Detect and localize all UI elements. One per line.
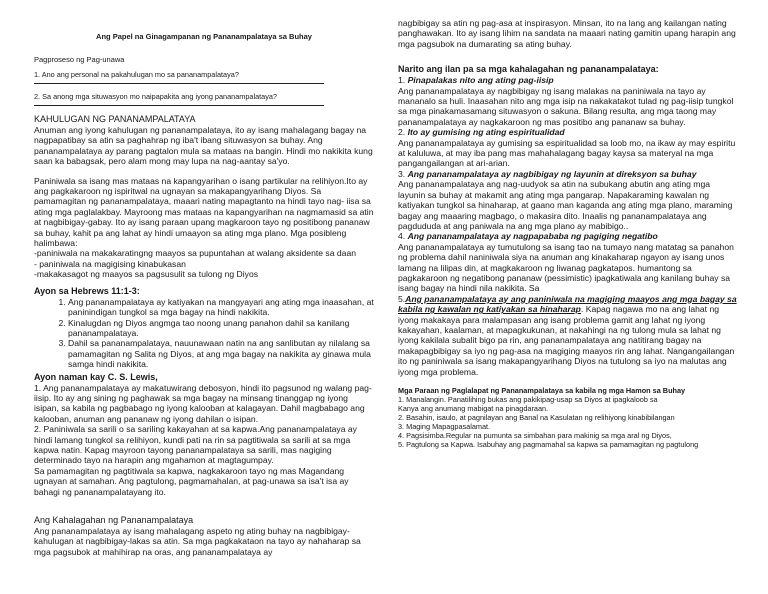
question-2: 2. Sa anong mga situwasyon mo naipapakita ang iyong pananampalataya? [34,92,277,101]
hebrews-list [34,297,374,370]
paraan-list [398,395,738,449]
answer-line-2 [34,105,324,106]
item-4-title: Ang pananampalataya ay nagpapababa ng pagiging negatibo [407,231,658,242]
item-5-text: . Kapag nagawa mo na ang lahat ng iyong makakaya para malampasan ang isang problema gamit ang lahat ng iyong kakayahan, kaalaman, at mapagkukunan, at nakahingi na ng tulong mula sa lahat ng iyong kakilala subalit bigo pa rin, ang pananampalataya ang natitirang bagay na makapagbibigay sa iyo ng pag-asa na magiging maayos rin ang lahat. Nangangailangan ito ng paniniwala sa isang makapangyarihang Diyos na tutulong sa iyo na malutas ang iyong mga problema. [398,304,735,377]
paraan-line-6: 5. Pagtulong sa Kapwa. Isabuhay ang pagmamahal sa kapwa sa pamamagitan ng pagtulong [398,440,699,449]
item-3: 3. Ang pananampalataya ay nagbibigay ng layunin at direksyon sa buhay [398,168,697,179]
heading-kahulugan: KAHULUGAN NG PANANAMPALATAYA [34,114,196,124]
item-1: 1. Pinapalakas nito ang ating pag-iisip [398,75,554,86]
paraan-line-3: 2. Basahin, isaulo, at pagnilayan ang Banal na Kasulatan ng relihiyong kinabibilangan [398,413,675,422]
paraan-line-4: 3. Maging Mapagpasalamat. [398,422,491,431]
hebrews-item-3: 3. Dahil sa pananampalataya, nauunawaan natin na ang sanlibutan ay nilalang sa pamamagitan ng Salita ng Diyos, at ang mga bagay na nakikita ay ginawa mula samga hindi nakikita. [68,338,374,369]
paraan-line-1: 1. Manalangin. Panatilihing bukas ang pakikipag-usap sa Diyos at ipagkaloob sa [398,395,658,404]
lewis-point-1: 1. Ang pananampalataya ay makatuwirang debosyon, hindi ito pagsunod ng walang pag-iisip. Ito ay ang sining ng paghawak sa mga bagay na minsang tinanggap ng iyong isipan, sa kabila ng pagbabago ng iyong kalooban at kalagayan. Dahil magbabago ang kalooban, anuman ang pananaw ng iyong dahilan o isipan. [34,382,372,424]
item-3-text: Ang pananampalataya ang nag-uudyok sa atin na subukang abutin ang ating mga layunin sa buhay at makamit ang ating mga pangarap. Napakaraming kawalan ng katiyakan tungkol sa hinaharap, at gaano man kaganda ang ating mga plano, maraming bagay ang maaaring magbago, o makasira dito. Inaalis ng pananampalataya ang pagdududa at ang paniwala na ang mga plano ay mabibigo.. [398,179,733,231]
hebrews-item-1: 1. Ang pananampalataya ay katiyakan na mangyayari ang ating mga inaasahan, at paninindigan tungkol sa mga bagay na hindi nakikita. [68,297,374,318]
item-2-title: Ito ay gumising ng ating espiritualidad [407,127,565,138]
paragraph-kahulugan-1: Anuman ang iyong kahulugan ng pananampalataya, ito ay isang mahalagang bagay na nagpapatibay sa atin sa paghahrap ng iba't ibang situwasyon sa buhay. Ang pananampalataya ay parang pagtalon mula sa mataas na bangin. Hindi mo nakikita kung saan ka babagsak, pero alam mong may lupa na nag-aantay sa'yo. [34,125,373,167]
item-2-text: Ang pananampalataya ay gumising sa espiritualidad sa loob mo, na ikaw ay may espiritu at kaluluwa, at may iba pang mas mahahalagang bagay kaysa sa materyal na mga pangangailangan at ari-arian. [398,137,736,169]
heading-lewis: Ayon naman kay C. S. Lewis, [34,371,158,382]
example-3: -makakasagot ng maayos sa pagsusulit sa tulong ng Diyos [34,269,259,280]
hebrews-item-2: 2. Kinalugdan ng Diyos angmga tao noong unang panahon dahil sa kanilang pananampalataya. [68,318,374,339]
pagproseso-label: Pagproseso ng Pag-unawa [34,55,125,64]
heading-hebrews: Ayon sa Hebrews 11:1-3: [34,285,140,296]
example-1: -paniniwala na makakaratingng maayos sa pupuntahan at walang aksidente sa daan [34,248,357,259]
right-column [398,18,738,449]
lewis-point-2: 2. Paniniwala sa sarili o sa sariling kakayahan at sa kapwa.Ang pananampalataya ay hindi lamang tungkol sa relihiyon, kundi pati na rin sa pagtitiwala sa sarili at sa mga kapwa natin. Kapag mayroon tayong pananampalataya sa sarili, mas nagiging determinado tayo na harapin ang mgahamon at magtagumpay. [34,424,357,466]
question-1: 1. Ano ang personal na pakahulugan mo sa pananampalataya? [34,70,239,79]
heading-paraan: Mga Paraan ng Paglalapat ng Pananampalataya sa kabila ng mga Hamon sa Buhay [398,386,686,395]
item-2: 2. Ito ay gumising ng ating espiritualidad [398,127,565,138]
heading-narito: Narito ang ilan pa sa mga kahalagahan ng pananampalataya: [398,64,659,75]
item-1-text: Ang pananampalataya ay nagbibigay ng isang malakas na paniniwala na tayo ay mananalo sa huli. Inaasahan nito ang mga isip na nakakatakot tulad ng pag-iisip tungkol sa mga pinakamasamang situwasyon o sakuna. Bilang resulta, ang mga taong may pananampalataya ay nagkakaroon ng mas positibo ang pananaw sa buhay. [398,85,734,127]
paraan-line-2: Kanya ang anumang mabigat na pinagdaraan. [398,404,549,413]
item-5-title: Ang pananampalataya ay ang paniniwala na magiging maayos ang mga bagay sa kabila ng kawalan ng katiyakan sa hinaharap [398,293,737,315]
heading-kahalagahan: Ang Kahalagahan ng Pananampalataya [34,515,194,525]
document-title: Ang Papel na Ginagampanan ng Pananampalataya sa Buhay [96,32,312,41]
paraan-line-5: 4. Pagsisimba.Regular na pumunta sa simbahan para makinig sa mga aral ng Diyos, [398,431,672,440]
item-4-text: Ang pananampalataya ay tumutulong sa isang tao na tumayo nang matatag sa panahon ng problema dahil naniniwala siya na anuman ang kinakaharap ngayon ay isang unos lamang na lilipas din, at magkakaroon ng liwanag pagkatapos. humantong sa pagkakaroon ng negatibong pananaw (pessimistic) ipagkatiwala ang kanilang buhay sa isang bagay na hindi nila nakikita. Sa [398,241,734,294]
example-2: - paniniwala na magigising kinabukasan [34,258,186,269]
item-3-title: Ang pananampalataya ay nagbibigay ng layunin at direksyon sa buhay [407,168,697,179]
item-4: 4. Ang pananampalataya ay nagpapababa ng pagiging negatibo [398,231,658,242]
paragraph-kahalagahan: Ang pananampalataya ay isang mahalagang aspeto ng ating buhay na nagbibigay-kahulugan at nagbibigay-lakas sa atin. Sa mga pagkakataon na tayo ay nahaharap sa mga pagsubok at mahihirap na oras, ang pananampalataya ay [34,526,361,557]
item-5: 5.Ang pananampalataya ay ang paniniwala na magiging maayos ang mga bagay sa kabila ng kawalan ng katiyakan sa hinaharap. Kapag nagawa mo na ang lahat ng iyong makakaya para malampasan ang isang problema gamit ang lahat ng iyong kakayahan, kaalaman, at mapagkukunan, at nakahingi na ng tulong mula sa lahat ng iyong kakilala subalit bigo pa rin, ang pananampalataya ang natitirang bagay na makapagbibigay sa iyo ng pag-asa na magiging maayos rin ang lahat. Nangangailangan ito ng paniniwala sa isang makapangyarihang Diyos na tutulong sa iyo na malutas ang iyong mga problema. [398,293,737,377]
answer-line-1 [34,83,324,84]
lewis-point-3: Sa pamamagitan ng pagtitiwala sa kapwa, nagkakaroon tayo ng mas Magandang ugnayan at samahan. Ang pagtulong, pagmamahalan, at pag-unawa sa isa't isa ay bahagi ng pananampalatayang ito. [34,465,349,497]
item-1-title: Pinapalakas nito ang ating pag-iisip [407,75,554,86]
paragraph-continuation: nagbibigay sa atin ng pag-asa at inspirasyon. Minsan, ito na lang ang kailangan nating panghawakan. Ito ay isang lihim na sandata na maaari nating gamitin upang harapin ang mga pagsubok na dumarating sa ating buhay. [398,18,736,49]
left-column [34,24,374,557]
paragraph-kahulugan-2: Paniniwala sa isang mas mataas na kapangyarihan o isang partikular na relihiyon.Ito ay ang pagkakaroon ng ispiritwal na ugnayan sa makapangyarihang Diyos. Sa pamamagitan ng pananampalataya, maaari nating mapagtanto na hindi tayo nag- iisa sa ating mga paglalakbay. Mayroong mas mataas na kapangyarihan na nagmamasid sa atin at nagbibigay-gabay. Ito ay isang paraan upang magkaroon tayo ng positibong pananaw sa buhay, kahit pa ang lahat ay hindi umaayon sa ating mga plano. Mga posibleng halimbawa: [34,175,374,249]
